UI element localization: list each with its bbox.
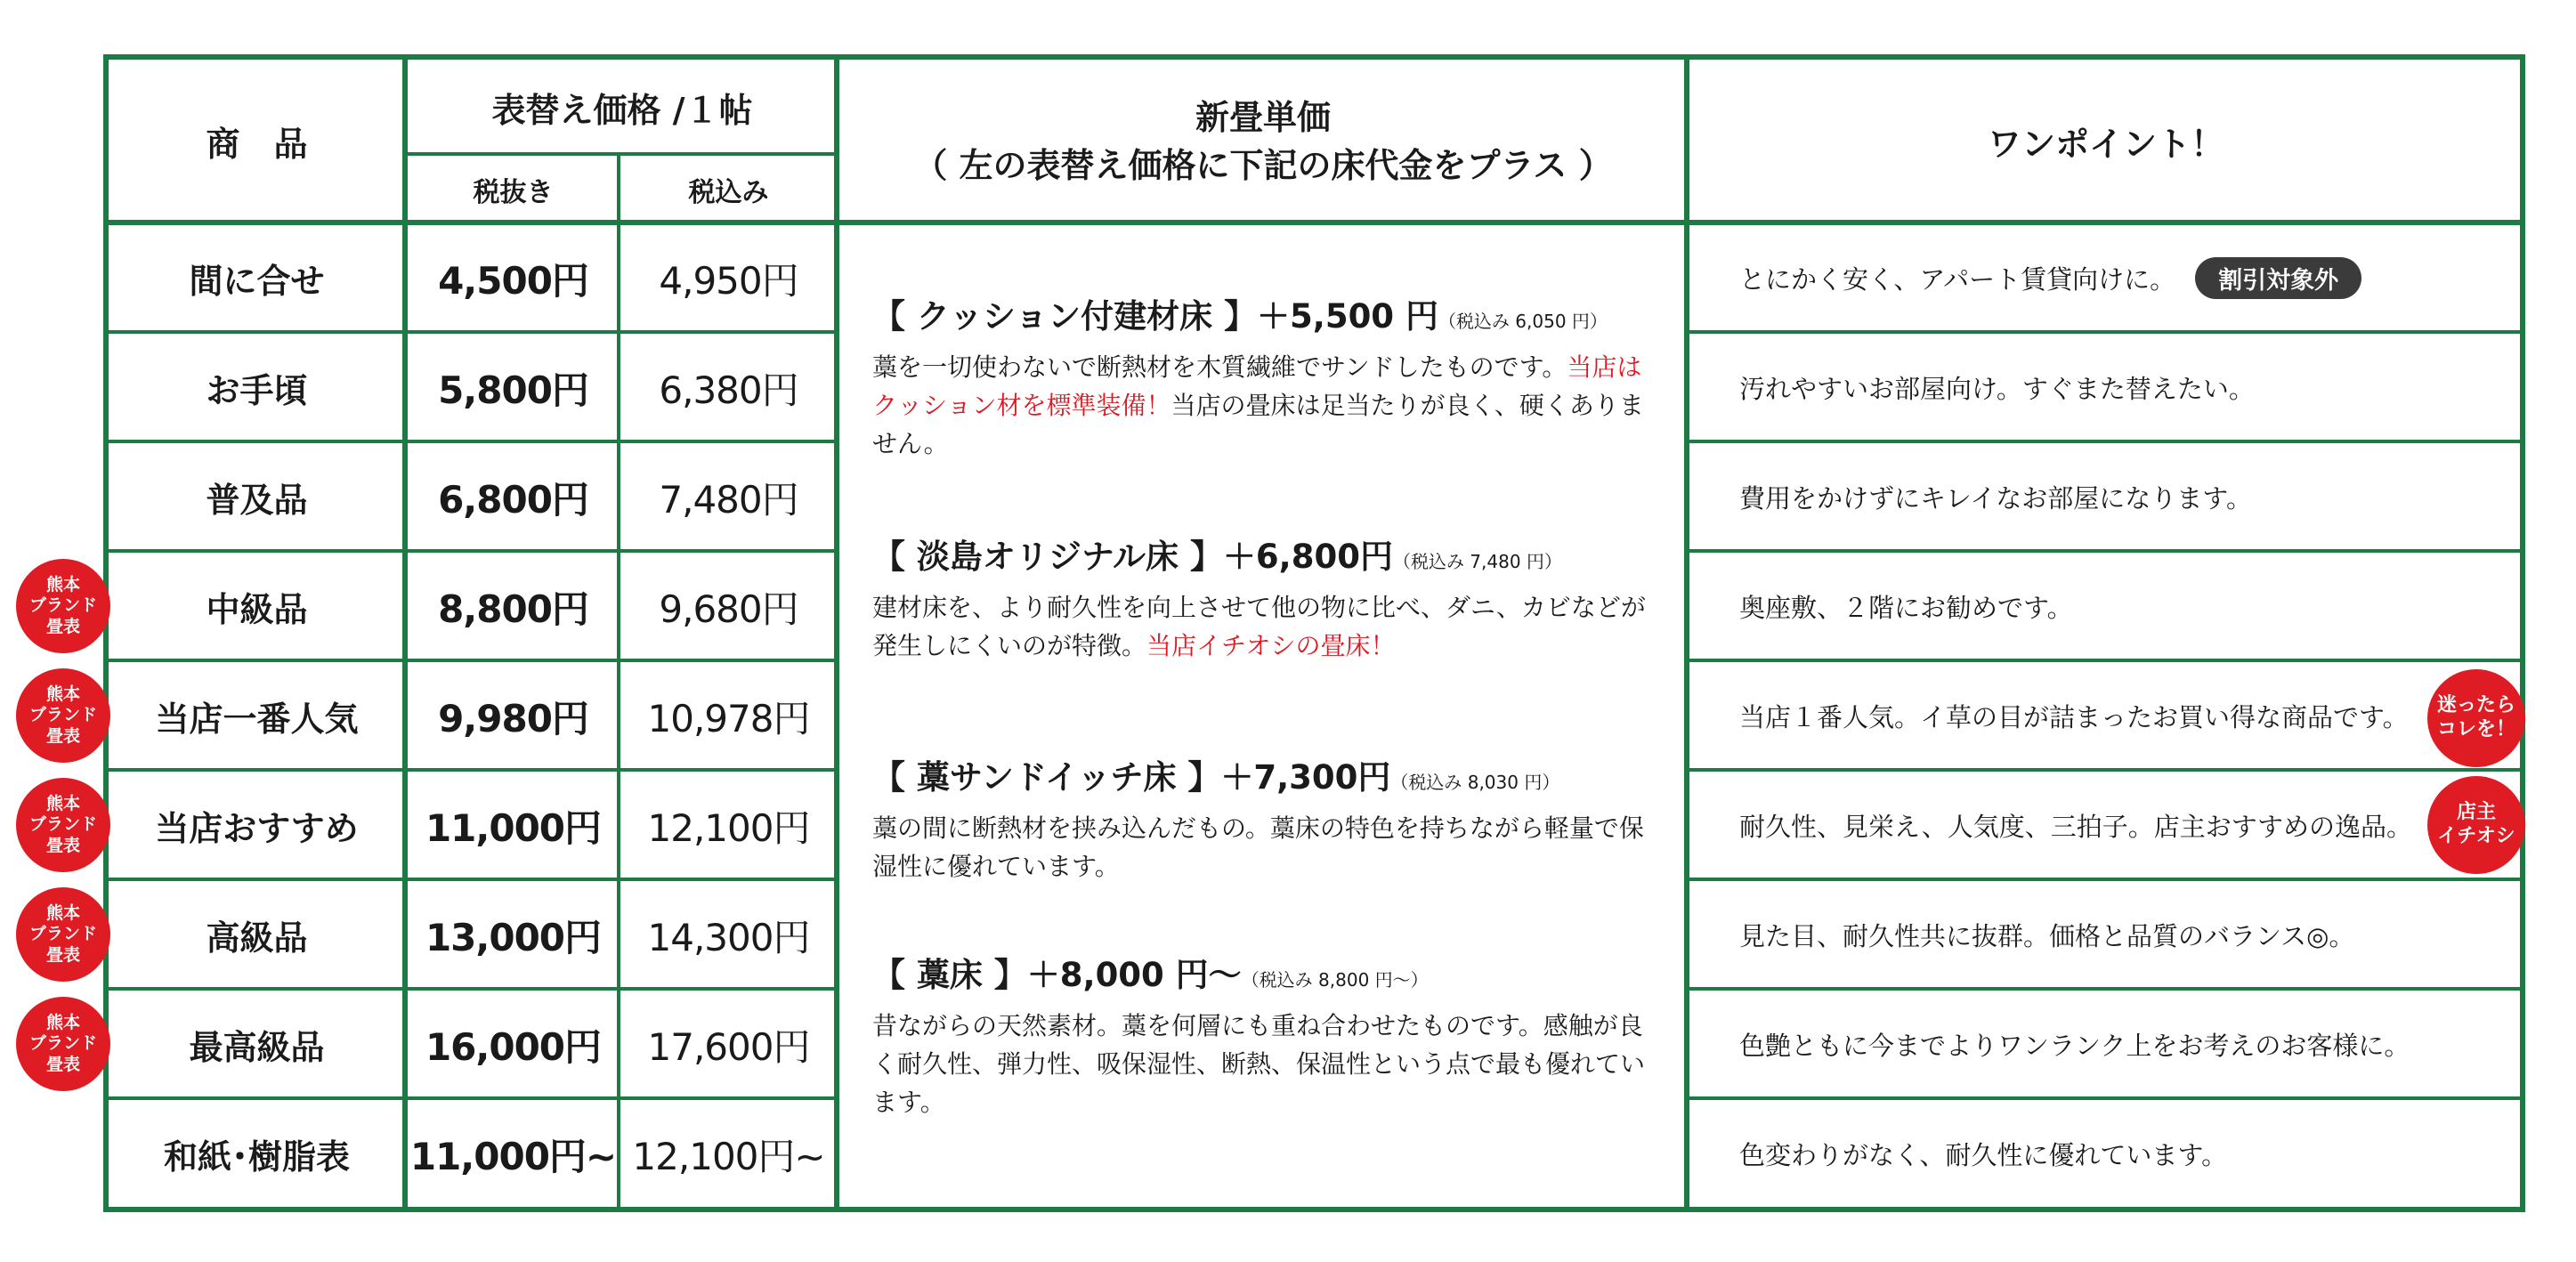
price-tax-included: 14,300円 xyxy=(647,915,810,959)
price-tax-included: 12,100円 xyxy=(647,805,810,850)
badge-line: 畳表 xyxy=(45,835,80,855)
price-tax-included: 7,480円 xyxy=(659,477,798,522)
price-tax-excluded: 4,500円 xyxy=(438,258,588,303)
badge-line: 熊本 xyxy=(45,794,80,814)
badge-line: 熊本 xyxy=(45,1013,80,1033)
tatami-type-description: 藁の間に断熱材を挟み込んだもの。藁床の特色を持ちながら軽量で保湿性に優れています。 xyxy=(872,813,1644,881)
header-product: 商 品 xyxy=(206,125,308,164)
price-tax-excluded: 6,800円 xyxy=(438,477,588,522)
badge-line: 熊本 xyxy=(45,684,80,705)
no-discount-badge: 割引対象外 xyxy=(2195,257,2361,299)
tatami-type-block xyxy=(872,948,1665,1121)
price-tax-excluded: 11,000円~ xyxy=(409,1134,617,1178)
one-point-text xyxy=(1689,224,2523,332)
badge-line: 迷ったら xyxy=(2436,694,2515,717)
tatami-type-title xyxy=(872,750,1665,798)
tatami-desc-text-2: 当店の畳床は足当たりが良く、硬くありません。 xyxy=(872,391,1644,458)
one-point-text: 見た目、耐久性共に抜群。価格と品質のバランス◎。 xyxy=(1739,921,2355,951)
tatami-type-name-price: 【 クッション付建材床 】＋5,500 円 xyxy=(872,297,1438,336)
header-one-point: ワンポイント！ xyxy=(1987,125,2224,164)
kumamoto-brand-badge xyxy=(16,778,110,872)
product-name: 最高級品 xyxy=(189,1028,325,1067)
badge-line: イチオシ xyxy=(2437,825,2515,847)
badge-line: ブランド xyxy=(28,924,97,944)
tatami-type-title xyxy=(872,948,1665,996)
tatami-desc-highlight: 当店はクッション材を標準装備！ xyxy=(872,352,1642,420)
tatami-desc-text: 藁を一切使わないで断熱材を木質繊維でサンドしたものです。 xyxy=(872,352,1567,382)
product-name: 当店おすすめ xyxy=(155,809,359,848)
tatami-type-block xyxy=(872,530,1665,665)
price-tax-included: 17,600円 xyxy=(647,1024,810,1069)
badge-line: 店主 xyxy=(2456,801,2496,824)
tatami-desc-highlight: 当店イチオシの畳床！ xyxy=(1146,631,1396,660)
badge-line: 熊本 xyxy=(45,575,80,595)
price-tax-excluded: 11,000円 xyxy=(425,805,602,850)
tatami-type-tax-note: （税込み 8,800 円～） xyxy=(1241,969,1429,991)
product-name: 当店一番人気 xyxy=(155,700,359,739)
owner-pick-badge xyxy=(2427,776,2525,874)
header-new-tatami-title: 新畳単価 xyxy=(1195,97,1331,137)
tatami-type-name-price: 【 藁サンドイッチ床 】＋7,300円 xyxy=(872,758,1391,797)
badge-line: 畳表 xyxy=(45,1054,80,1074)
tatami-type-description xyxy=(872,348,1665,463)
price-tax-included: 12,100円~ xyxy=(632,1134,825,1178)
one-point-text: 色艶ともに今までよりワンランク上をお考えのお客様に。 xyxy=(1739,1031,2410,1061)
badge-line: ブランド xyxy=(28,814,97,835)
tatami-desc-text: 建材床を、より耐久性を向上させて他の物に比べ、ダニ、カビなどが発生しにくいのが特徴。 xyxy=(872,593,1646,660)
tatami-type-block xyxy=(872,750,1665,886)
header-new-tatami xyxy=(839,60,1687,222)
badge-line: 熊本 xyxy=(45,903,80,924)
badge-line: 畳表 xyxy=(45,725,80,746)
price-tax-included: 6,380円 xyxy=(659,368,798,412)
tatami-type-tax-note: （税込み 6,050 円） xyxy=(1438,311,1608,332)
one-point-text: 耐久性、見栄え、人気度、三拍子。店主おすすめの逸品。 xyxy=(1739,812,2413,842)
one-point-text: 奥座敷、２階にお勧めです。 xyxy=(1739,593,2073,623)
kumamoto-brand-badge xyxy=(16,559,110,653)
header-tax-included: 税込み xyxy=(688,176,769,208)
header-re-cover-price: 表替え価格 /１帖 xyxy=(491,90,753,130)
price-tax-excluded: 16,000円 xyxy=(425,1024,602,1069)
kumamoto-brand-badge xyxy=(16,997,110,1091)
one-point-text: 色変わりがなく、耐久性に優れています。 xyxy=(1739,1140,2228,1170)
one-point-text: 当店１番人気。イ草の目が詰まったお買い得な商品です。 xyxy=(1739,702,2409,732)
product-name: 普及品 xyxy=(206,481,308,520)
tatami-type-description: 昔ながらの天然素材。藁を何層にも重ね合わせたものです。感触が良く耐久性、弾力性、吸保湿性、断熱、保温性という点で最も優れています。 xyxy=(872,1011,1646,1117)
one-point-text: 汚れやすいお部屋向け。すぐまた替えたい。 xyxy=(1739,374,2255,404)
if-unsure-choose-this-badge xyxy=(2427,669,2525,767)
product-name: 高級品 xyxy=(206,918,308,958)
price-tax-included: 4,950円 xyxy=(659,258,798,303)
tatami-type-tax-note: （税込み 8,030 円） xyxy=(1390,772,1560,793)
badge-line: 畳表 xyxy=(45,616,80,636)
price-tax-excluded: 13,000円 xyxy=(425,915,602,959)
price-tax-excluded: 9,980円 xyxy=(438,696,588,740)
one-point-text: 費用をかけずにキレイなお部屋になります。 xyxy=(1739,483,2252,514)
badge-line: コレを！ xyxy=(2436,718,2515,740)
price-tax-included: 9,680円 xyxy=(659,587,798,631)
tatami-type-tax-note: （税込み 7,480 円） xyxy=(1392,551,1562,572)
tatami-type-title xyxy=(872,530,1665,578)
header-tax-excluded: 税抜き xyxy=(473,176,554,208)
product-name: 和紙･樹脂表 xyxy=(163,1137,350,1177)
badge-line: ブランド xyxy=(28,705,97,725)
tatami-type-description xyxy=(872,588,1665,665)
badge-line: ブランド xyxy=(28,1033,97,1054)
badge-line: 畳表 xyxy=(45,944,80,965)
product-name: 中級品 xyxy=(206,590,308,629)
price-tax-included: 10,978円 xyxy=(647,696,810,740)
tatami-type-name-price: 【 藁床 】＋8,000 円～ xyxy=(872,956,1242,994)
header-new-tatami-note: （ 左の表替え価格に下記の床代金をプラス ） xyxy=(913,145,1613,185)
price-tax-excluded: 8,800円 xyxy=(438,587,588,631)
kumamoto-brand-badge xyxy=(16,887,110,982)
product-name: 間に合せ xyxy=(189,262,325,301)
price-tax-excluded: 5,800円 xyxy=(438,368,588,412)
tatami-type-title xyxy=(872,289,1665,337)
tatami-type-name-price: 【 淡島オリジナル床 】＋6,800円 xyxy=(872,538,1393,576)
tatami-type-block xyxy=(872,289,1665,463)
kumamoto-brand-badge xyxy=(16,668,110,763)
badge-line: ブランド xyxy=(28,595,97,616)
one-point-label: とにかく安く、アパート賃貸向けに。 xyxy=(1739,264,2176,295)
product-name: お手頃 xyxy=(206,371,308,410)
